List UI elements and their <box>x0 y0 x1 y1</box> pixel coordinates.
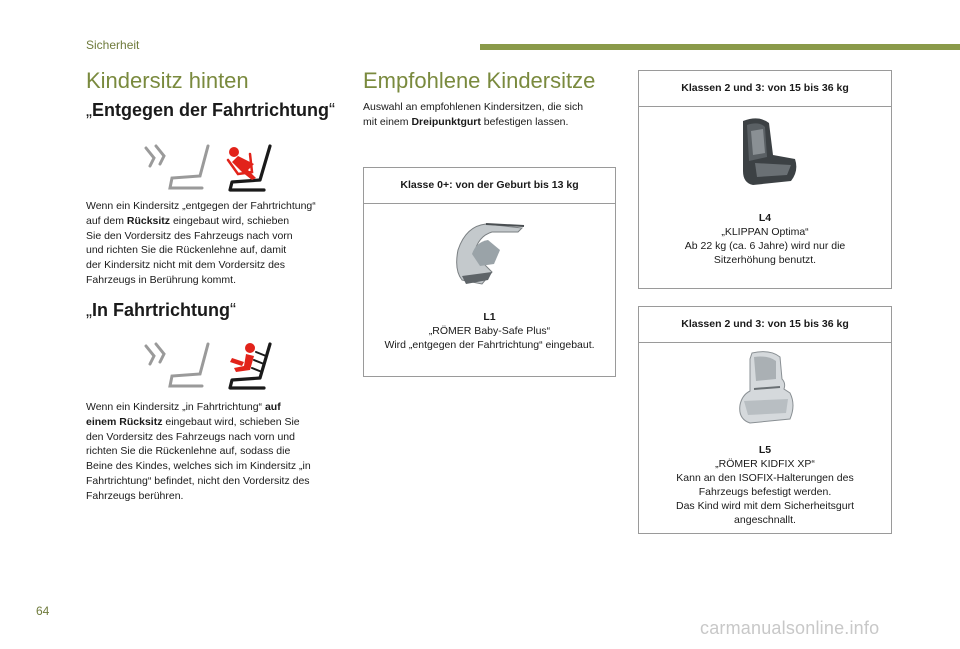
seat-code-l5: L5 <box>758 444 772 456</box>
seat-note-l5-line4: angeschnallt. <box>734 514 796 526</box>
seat-name-l1: „RÖMER Baby-Safe Plus“ <box>428 325 551 337</box>
seat-name-l4: „KLIPPAN Optima“ <box>721 226 809 238</box>
baby-seat-image <box>452 214 528 288</box>
subtitle-forward-facing: „In Fahrtrichtung“ <box>86 300 236 320</box>
seat-note-l5-line2: Fahrzeugs befestigt werden. <box>698 486 832 498</box>
seat-note-l4-line1: Ab 22 kg (ca. 6 Jahre) wird nur die <box>684 240 846 252</box>
rear-facing-seat-icon <box>138 140 278 197</box>
booster-seat-image-l4 <box>729 115 801 189</box>
seat-note-l5-line3: Das Kind wird mit dem Sicherheitsgurt <box>676 500 854 512</box>
title-rear-seat: Kindersitz hinten <box>86 68 249 93</box>
seat-note-l4-line2: Sitzerhöhung benutzt. <box>713 254 817 266</box>
title-recommended-seats: Empfohlene Kindersitze <box>363 68 596 93</box>
seat-box-l5-header: Klassen 2 und 3: von 15 bis 36 kg <box>639 307 891 343</box>
recommended-intro: Auswahl an empfohlenen Kindersitzen, die sich mit einem Dreipunktgurt befestigen lassen. <box>363 101 584 128</box>
watermark: carmanualsonline.info <box>700 618 880 638</box>
seat-code-l1: L1 <box>483 311 496 323</box>
seat-box-l1 <box>363 167 616 377</box>
forward-facing-seat-icon <box>138 338 278 395</box>
seat-name-l5: „RÖMER KIDFIX XP“ <box>715 458 815 470</box>
seat-code-l4: L4 <box>758 212 772 224</box>
forward-facing-paragraph: Wenn ein Kindersitz „in Fahrtrichtung“ auf einem Rücksitz eingebaut wird, schieben Sie den Vordersitz des Fahrzeugs nach vorn und richten Sie die Rückenlehne auf, sodass die Beine des Kindes, welches sich im Kindersitz „in Fahrtrichtung“ befindet, nicht den Vordersitz des Fahrzeugs berühren. <box>86 401 311 502</box>
section-header: Sicherheit <box>86 38 140 52</box>
seat-box-l4 <box>638 70 892 289</box>
seat-box-l4-header: Klassen 2 und 3: von 15 bis 36 kg <box>639 71 891 107</box>
rear-facing-paragraph: Wenn ein Kindersitz „entgegen der Fahrtrichtung“ auf dem Rücksitz eingebaut wird, schieben Sie den Vordersitz des Fahrzeugs nach vorn und richten Sie die Rückenlehne auf, damit der Kindersitz nicht mit dem Vordersitz des Fahrzeugs in Berührung kommt. <box>86 200 316 286</box>
subtitle-rear-facing: „Entgegen der Fahrtrichtung“ <box>86 100 336 120</box>
seat-box-l1-header: Klasse 0+: von der Geburt bis 13 kg <box>364 168 615 204</box>
seat-box-l5 <box>638 306 892 534</box>
header-bar <box>480 44 960 50</box>
page-number: 64 <box>36 604 50 618</box>
seat-note-l5-line1: Kann an den ISOFIX-Halterungen des <box>676 472 854 484</box>
booster-seat-image-l5 <box>730 349 800 429</box>
seat-note-l1: Wird „entgegen der Fahrtrichtung“ eingebaut. <box>384 339 595 351</box>
